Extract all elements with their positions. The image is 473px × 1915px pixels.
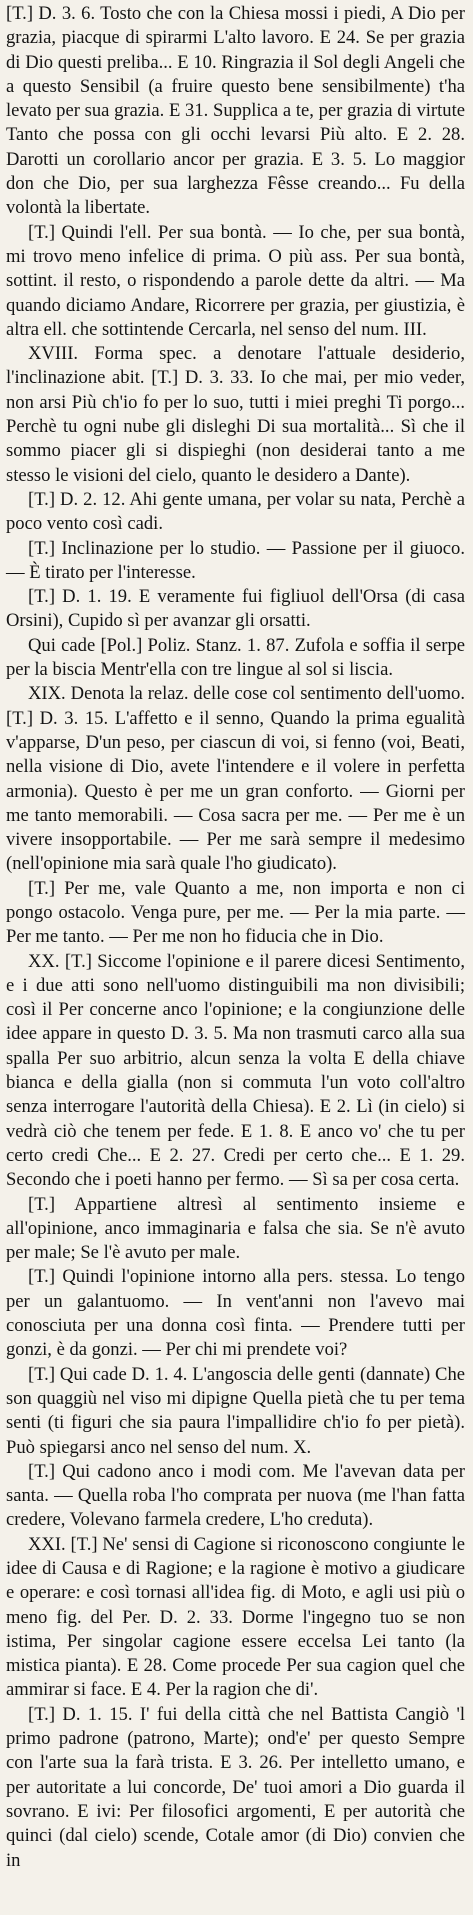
paragraph-9: [T.] Per me, vale Quanto a me, non importa e non ci pongo ostacolo. Venga pure, per me. — Per la mia parte. — Per me tanto. — Per me non ho fiducia che in Dio. — [6, 877, 465, 948]
paragraph-16: [T.] D. 1. 15. I' fui della città che nel Battista Cangiò 'l primo padrone (patrono, Marte); ond'e' per questo Sempre con l'arte sua la farà trista. E 3. 26. Per intelletto umano, e per autoritate a lui concorde, De' tuoi amori a Dio guarda il sovrano. E ivi: Per filosofici argomenti, E per autorità che quinci (dal cielo) scende, Cotale amor (di Dio) convien che in — [6, 1703, 465, 1871]
paragraph-15: XXI. [T.] Ne' sensi di Cagione si riconoscono congiunte le idee di Causa e di Ragione; e la ragione è motivo a giudicare e operare: e così tornasi all'idea fig. di Moto, e agli usi più o meno fig. del Per. D. 2. 33. Dorme l'ingegno tuo se non istima, Per singolar cagione essere eccelsa Lei tanto (la mistica pianta). E 28. Come procede Per sua cagion quel che ammirar si face. E 4. Per la ragion che di'. — [6, 1533, 465, 1701]
paragraph-10: XX. [T.] Siccome l'opinione e il parere dicesi Sentimento, e i due atti sono nell'uomo distinguibili ma non divisibili; così il Per concerne anco l'opinione; e la congiunzione delle idee appare in questo D. 3. 5. Ma non trasmuti carco alla sua spalla Per suo arbitrio, alcun senza la volta E della chiave bianca e della gialla (non si commuta l'un voto coll'altro senza interrogare l'autorità della Chiesa). E 2. Lì (in cielo) si vedrà ciò che tenem per fede. E 1. 8. E anco vo' che tu per certo credi Che... E 2. 27. Credi per certo che... E 1. 29. Secondo che i poeti hanno per fermo. — Sì sa per cosa certa. — [6, 950, 465, 1191]
paragraph-5: [T.] Inclinazione per lo studio. — Passione per il giuoco. — È tirato per l'interesse. — [6, 537, 465, 583]
paragraph-3: XVIII. Forma spec. a denotare l'attuale desiderio, l'inclinazione abit. [T.] D. 3. 33. Io che mai, per mio veder, non arsi Più ch'io fo per lo suo, tutti i miei preghi Ti porgo... Perchè tu ogni nube gli disleghi Di sua mortalità... Sì che il sommo piacer gli si dispieghi (non desiderai tanto a me stesso le visioni del cielo, quanto le desidero a Dante). — [6, 343, 465, 486]
paragraph-7: Qui cade [Pol.] Poliz. Stanz. 1. 87. Zufola e soffia il serpe per la biscia Mentr'ella con tre lingue al sol si liscia. — [6, 634, 465, 681]
paragraph-8: XIX. Denota la relaz. delle cose col sentimento dell'uomo. [T.] D. 3. 15. L'affetto e il senno, Quando la prima egualità v'apparse, D'un peso, per ciascun di voi, si fenno (voi, Beati, nella visione di Dio, avete l'intendere e il volere in perfetta armonia). Questo è per me un gran conforto. — Giorni per me tanto memorabili. — Cosa sacra per me. — Per me è un vivere insopportabile. — Per me sarà sempre il medesimo (nell'opinione mia sarà quale l'ho giudicato). — [6, 683, 465, 875]
paragraph-1: [T.] D. 3. 6. Tosto che con la Chiesa mossi i piedi, A Dio per grazia, piacque di spirarmi L'alto lavoro. E 24. Se per grazia di Dio questi preliba... E 10. Ringrazia il Sol degli Angeli che a questo Sensibil (a fruire questo bene sensibilmente) t'ha levato per sua grazia. E 31. Supplica a te, per grazia di virtute Tanto che possa con gli occhi levarsi Più alto. E 2. 28. Darotti un corollario ancor per grazia. E 3. 5. Lo maggior don che Dio, per sua larghezza Fêsse creando... Fu della volontà la libertate. — [6, 3, 465, 219]
paragraph-2: [T.] Quindi l'ell. Per sua bontà. — Io che, per sua bontà, mi trovo meno infelice di prima. O più ass. Per sua bontà, sottint. il resto, o rispondendo a parole dette da altri. — Ma quando diciamo Andare, Ricorrere per grazia, per giustizia, è altra ell. che sottintende Cercarla, nel senso del num. III. — [6, 221, 465, 340]
paragraph-6: [T.] D. 1. 19. E veramente fui figliuol dell'Orsa (di casa Orsini), Cupido sì per avanzar gli orsatti. — [6, 586, 465, 632]
paragraph-13: [T.] Qui cade D. 1. 4. L'angoscia delle genti (dannate) Che son quaggiù nel viso mi dipigne Quella pietà che tu per tema senti (ti figuri che sia paura l'impallidire ch'io fo per pietà). Può spiegarsi anco nel senso del num. X. — [6, 1363, 465, 1458]
paragraph-4: [T.] D. 2. 12. Ahi gente umana, per volar su nata, Perchè a poco vento così cadi. — [6, 488, 465, 535]
paragraph-14: [T.] Qui cadono anco i modi com. Me l'avevan data per santa. — Quella roba l'ho comprata per nuova (me l'han fatta credere, Volevano farmela credere, L'ho creduta). — [6, 1460, 465, 1531]
paragraph-12: [T.] Quindi l'opinione intorno alla pers. stessa. Lo tengo per un galantuomo. — In vent'anni non l'avevo mai conosciuta per una donna così finta. — Prendere tutti per gonzi, è da gonzi. — Per chi mi prendete voi? — [6, 1266, 465, 1361]
paragraph-11: [T.] Appartiene altresì al sentimento insieme e all'opinione, anco immaginaria e falsa che sia. Se n'è avuto per male; Se l'è avuto per male. — [6, 1193, 465, 1264]
